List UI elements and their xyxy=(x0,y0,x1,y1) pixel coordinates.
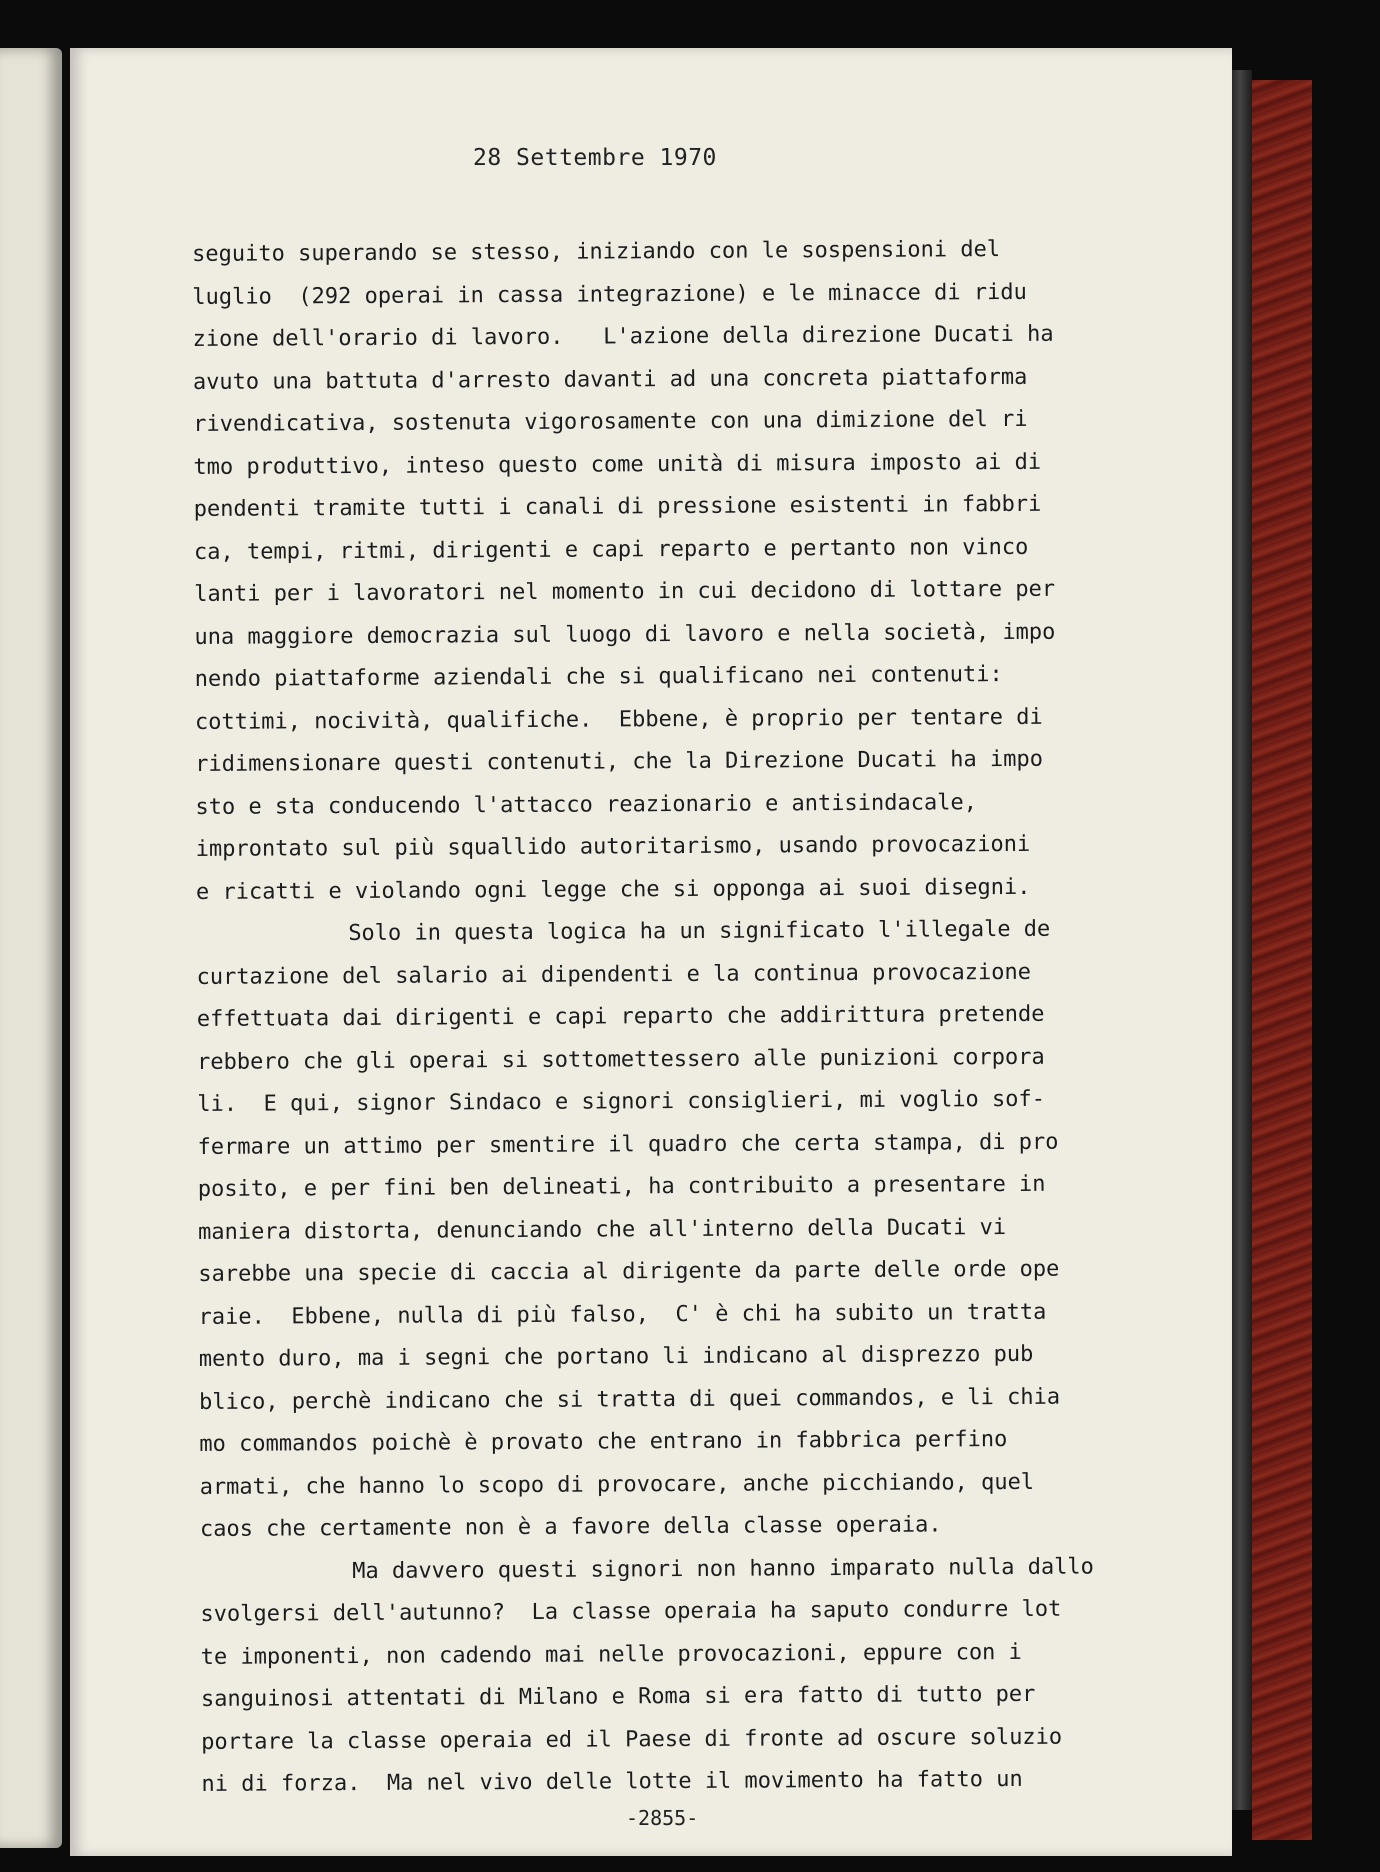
text-line: mento duro, ma i segni che portano li indicano al disprezzo pub xyxy=(198,1341,1034,1372)
text-line: cottimi, nocività, qualifiche. Ebbene, è proprio per tentare di xyxy=(194,704,1043,735)
text-line: rebbero che gli operai si sottomettessero alle punizioni corpora xyxy=(196,1044,1045,1075)
text-line: mo commandos poichè è provato che entrano in fabbrica perfino xyxy=(199,1427,1008,1457)
text-line: avuto una battuta d'arresto davanti ad una concreta piattaforma xyxy=(192,364,1028,395)
text-line: zione dell'orario di lavoro. L'azione della direzione Ducati ha xyxy=(192,321,1054,352)
text-line: tmo produttivo, inteso questo come unità di misura imposto ai di xyxy=(193,449,1042,480)
text-line: sto e sta conducendo l'attacco reazionario e antisindacale, xyxy=(195,789,978,820)
text-line: Ma davvero questi signori non hanno imparato nulla dallo xyxy=(352,1554,1094,1584)
text-line: ni di forza. Ma nel vivo delle lotte il movimento ha fatto un xyxy=(201,1766,1023,1797)
text-line: Solo in questa logica ha un significato l'illegale de xyxy=(348,916,1051,947)
text-line: caos che certamente non è a favore della classe operaia. xyxy=(199,1512,942,1542)
text-line: luglio (292 operai in cassa integrazione) e le minacce di ridu xyxy=(192,279,1027,310)
text-line: lanti per i lavoratori nel momento in cui decidono di lottare per xyxy=(194,576,1056,607)
text-line: sanguinosi attentati di Milano e Roma si era fatto di tutto per xyxy=(200,1681,1036,1712)
text-line: blico, perchè indicano che si tratta di quei commandos, e li chia xyxy=(199,1384,1061,1415)
book-binding xyxy=(1232,70,1252,1810)
text-line: improntato sul più squallido autoritarismo, usando provocazioni xyxy=(195,831,1031,862)
text-line: effettuata dai dirigenti e capi reparto che addirittura pretende xyxy=(196,1001,1045,1032)
text-line: armati, che hanno lo scopo di provocare, anche picchiando, quel xyxy=(199,1469,1035,1500)
body-text xyxy=(192,228,1177,1806)
text-line: nendo piattaforme aziendali che si qualificano nei contenuti: xyxy=(194,662,1003,692)
text-line: rivendicativa, sostenuta vigorosamente con una dimizione del ri xyxy=(193,406,1028,437)
text-line: ca, tempi, ritmi, dirigenti e capi reparto e pertanto non vinco xyxy=(193,534,1029,565)
text-line: seguito superando se stesso, iniziando con le sospensioni del xyxy=(192,237,1001,267)
text-line: sarebbe una specie di caccia al dirigente da parte delle orde ope xyxy=(198,1256,1060,1287)
text-line: maniera distorta, denunciando che all'interno della Ducati vi xyxy=(198,1214,1007,1245)
text-line: li. E qui, signor Sindaco e signori consiglieri, mi voglio sof- xyxy=(197,1086,1046,1117)
left-facing-page xyxy=(0,48,62,1848)
text-line: pendenti tramite tutti i canali di pressione esistenti in fabbri xyxy=(193,491,1042,522)
text-line: svolgersi dell'autunno? La classe operaia ha saputo condurre lot xyxy=(200,1596,1062,1627)
text-line: portare la classe operaia ed il Paese di fronte ad oscure soluzio xyxy=(201,1724,1063,1755)
text-line: e ricatti e violando ogni legge che si opponga ai suoi disegni. xyxy=(195,874,1031,905)
marbled-cover-edge xyxy=(1252,80,1312,1840)
text-line: posito, e per fini ben delineati, ha contribuito a presentare in xyxy=(197,1171,1046,1202)
text-line: te imponenti, non cadendo mai nelle provocazioni, eppure con i xyxy=(200,1639,1022,1670)
text-line: curtazione del salario ai dipendenti e la continua provocazione xyxy=(196,959,1032,990)
page-date-header: 28 Settembre 1970 xyxy=(473,145,717,171)
text-line: ridimensionare questi contenuti, che la Direzione Ducati ha impo xyxy=(195,746,1043,777)
text-line: raie. Ebbene, nulla di più falso, C' è chi ha subito un tratta xyxy=(198,1299,1047,1330)
page-number: -2855- xyxy=(626,1806,699,1830)
text-line: una maggiore democrazia sul luogo di lavoro e nella società, impo xyxy=(194,619,1056,650)
text-line: fermare un attimo per smentire il quadro che certa stampa, di pro xyxy=(197,1129,1059,1160)
